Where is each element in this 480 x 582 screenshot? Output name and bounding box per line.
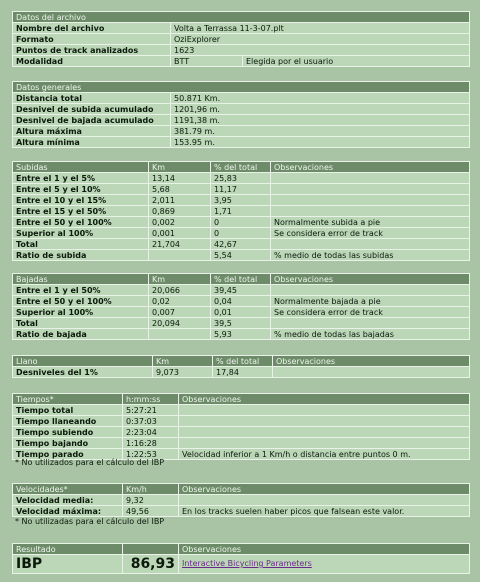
table-row: [13, 195, 470, 206]
row-obs: [179, 495, 470, 506]
row-pct: 0: [211, 217, 271, 228]
row-extra: Elegida por el usuario: [243, 56, 470, 67]
datos-archivo-table: [12, 11, 470, 67]
row-label: Ratio de subida: [13, 250, 149, 261]
row-obs: Normalmente bajada a pie: [271, 296, 470, 307]
tiempos-footnote: * No utilizados para el cálculo del IBP: [15, 458, 165, 467]
col-header: h:mm:ss: [123, 394, 179, 405]
row-value: 50.871 Km.: [171, 93, 470, 104]
row-pct: 0,04: [211, 296, 271, 307]
row-km: 21,704: [149, 239, 211, 250]
velocidades-footnote: * No utilizadas para el cálculo del IBP: [15, 517, 165, 526]
table-row: [13, 307, 470, 318]
col-header: Km/h: [123, 484, 179, 495]
row-obs: [271, 285, 470, 296]
velocidades-table: [12, 483, 470, 517]
table-row: [13, 93, 470, 104]
row-km: 13,14: [149, 173, 211, 184]
row-obs: Velocidad inferior a 1 Km/h o distancia entre puntos 0 m.: [179, 449, 470, 460]
row-label: Formato: [13, 34, 171, 45]
table-row: [13, 250, 470, 261]
col-header: Velocidades*: [13, 484, 123, 495]
row-pct: 17,84: [213, 367, 273, 378]
row-label: Total: [13, 239, 149, 250]
row-pct: 25,83: [211, 173, 271, 184]
table-row: [13, 228, 470, 239]
col-header: Observaciones: [179, 394, 470, 405]
table-row: [13, 367, 470, 378]
ibp-label: IBP: [13, 555, 123, 574]
col-header: Subidas: [13, 162, 149, 173]
row-obs: Se considera error de track: [271, 228, 470, 239]
col-header: Observaciones: [271, 162, 470, 173]
row-label: Entre el 50 y el 100%: [13, 296, 149, 307]
col-header: Bajadas: [13, 274, 149, 285]
row-label: Desnivel de subida acumulado: [13, 104, 171, 115]
row-obs: [271, 239, 470, 250]
ibp-link-cell: [179, 555, 470, 574]
row-label: Desnivel de bajada acumulado: [13, 115, 171, 126]
row-label: Tiempo subiendo: [13, 427, 123, 438]
table-row: [13, 416, 470, 427]
col-header: % del total: [211, 162, 271, 173]
row-pct: 0: [211, 228, 271, 239]
row-km: 20,094: [149, 318, 211, 329]
col-header: Km: [149, 274, 211, 285]
row-value: Volta a Terrassa 11-3-07.plt: [171, 23, 470, 34]
row-label: Entre el 1 y el 50%: [13, 285, 149, 296]
row-obs: En los tracks suelen haber picos que falsean este valor.: [179, 506, 470, 517]
datos-generales-table: [12, 81, 470, 148]
row-label: Distancia total: [13, 93, 171, 104]
row-obs: [273, 367, 470, 378]
row-label: Entre el 50 y el 100%: [13, 217, 149, 228]
row-km: 5,68: [149, 184, 211, 195]
table-row: [13, 506, 470, 517]
bajadas-table: [12, 273, 470, 340]
row-pct: 3,95: [211, 195, 271, 206]
row-label: Velocidad media:: [13, 495, 123, 506]
table-row: [13, 45, 470, 56]
col-header: Llano: [13, 356, 153, 367]
col-header: Resultado: [13, 544, 123, 555]
row-label: Superior al 100%: [13, 307, 149, 318]
table-row: [13, 329, 470, 340]
table-row: [13, 239, 470, 250]
row-obs: [271, 173, 470, 184]
row-obs: [179, 405, 470, 416]
row-km: 20,066: [149, 285, 211, 296]
table-row: [13, 495, 470, 506]
row-label: Superior al 100%: [13, 228, 149, 239]
table-row: [13, 427, 470, 438]
row-obs: Normalmente subida a pie: [271, 217, 470, 228]
row-label: Altura mínima: [13, 137, 171, 148]
row-label: Modalidad: [13, 56, 171, 67]
row-obs: [179, 427, 470, 438]
table-row: [13, 296, 470, 307]
table-row: [13, 285, 470, 296]
row-value: 1623: [171, 45, 470, 56]
table-row: [13, 56, 470, 67]
row-label: Total: [13, 318, 149, 329]
section-header: Datos del archivo: [13, 12, 470, 23]
row-pct: 39,5: [211, 318, 271, 329]
table-row: [13, 184, 470, 195]
resultado-table: [12, 543, 470, 574]
row-value: 2:23:04: [123, 427, 179, 438]
row-label: Nombre del archivo: [13, 23, 171, 34]
row-label: Desniveles del 1%: [13, 367, 153, 378]
row-obs: Se considera error de track: [271, 307, 470, 318]
row-obs: [271, 195, 470, 206]
col-header: Observaciones: [273, 356, 470, 367]
row-pct: 5,93: [211, 329, 271, 340]
row-km: [149, 329, 211, 340]
row-label: Tiempo llaneando: [13, 416, 123, 427]
row-obs: [271, 184, 470, 195]
row-km: 0,002: [149, 217, 211, 228]
row-value: 1:22:53: [123, 449, 179, 460]
row-pct: 0,01: [211, 307, 271, 318]
table-row: [13, 318, 470, 329]
ibp-info-link[interactable]: Interactive Bicycling Parameters: [182, 559, 312, 568]
table-row: [13, 173, 470, 184]
ibp-value: 86,93: [123, 555, 179, 574]
row-km: 0,02: [149, 296, 211, 307]
row-label: Entre el 1 y el 5%: [13, 173, 149, 184]
tiempos-table: [12, 393, 470, 460]
table-row: [13, 115, 470, 126]
col-header: Observaciones: [179, 544, 470, 555]
row-value: 1:16:28: [123, 438, 179, 449]
row-obs: [271, 206, 470, 217]
row-pct: 42,67: [211, 239, 271, 250]
section-header: Datos generales: [13, 82, 470, 93]
row-pct: 11,17: [211, 184, 271, 195]
row-value: 0:37:03: [123, 416, 179, 427]
table-row: [13, 137, 470, 148]
row-value: 5:27:21: [123, 405, 179, 416]
table-row: [13, 217, 470, 228]
row-label: Altura máxima: [13, 126, 171, 137]
table-row: [13, 555, 470, 574]
row-label: Tiempo bajando: [13, 438, 123, 449]
row-km: 9,073: [153, 367, 213, 378]
row-km: 2,011: [149, 195, 211, 206]
col-header: % del total: [213, 356, 273, 367]
row-obs: % medio de todas las bajadas: [271, 329, 470, 340]
row-label: Entre el 5 y el 10%: [13, 184, 149, 195]
row-value: 49,56: [123, 506, 179, 517]
table-row: [13, 438, 470, 449]
row-label: Velocidad máxima:: [13, 506, 123, 517]
row-obs: [179, 438, 470, 449]
row-label: Entre el 10 y el 15%: [13, 195, 149, 206]
row-value: 1191,38 m.: [171, 115, 470, 126]
table-row: [13, 405, 470, 416]
row-label: Ratio de bajada: [13, 329, 149, 340]
row-pct: 39,45: [211, 285, 271, 296]
row-km: [149, 250, 211, 261]
table-row: [13, 23, 470, 34]
row-obs: [179, 416, 470, 427]
row-value: 1201,96 m.: [171, 104, 470, 115]
row-label: Entre el 15 y el 50%: [13, 206, 149, 217]
table-row: [13, 104, 470, 115]
col-header: Tiempos*: [13, 394, 123, 405]
row-value: BTT: [171, 56, 243, 67]
row-value: 381.79 m.: [171, 126, 470, 137]
table-row: [13, 206, 470, 217]
row-value: 153.95 m.: [171, 137, 470, 148]
col-header: Km: [149, 162, 211, 173]
row-obs: [271, 318, 470, 329]
row-label: Tiempo total: [13, 405, 123, 416]
subidas-table: [12, 161, 470, 261]
table-row: [13, 126, 470, 137]
row-label: Puntos de track analizados: [13, 45, 171, 56]
row-value: OziExplorer: [171, 34, 470, 45]
row-value: 9,32: [123, 495, 179, 506]
row-pct: 5,54: [211, 250, 271, 261]
table-row: [13, 34, 470, 45]
llano-table: [12, 355, 470, 378]
col-header: Observaciones: [179, 484, 470, 495]
row-km: 0,869: [149, 206, 211, 217]
col-header: % del total: [211, 274, 271, 285]
row-km: 0,001: [149, 228, 211, 239]
row-pct: 1,71: [211, 206, 271, 217]
col-header: [123, 544, 179, 555]
row-obs: % medio de todas las subidas: [271, 250, 470, 261]
col-header: Km: [153, 356, 213, 367]
row-km: 0,007: [149, 307, 211, 318]
row-label: Tiempo parado: [13, 449, 123, 460]
col-header: Observaciones: [271, 274, 470, 285]
